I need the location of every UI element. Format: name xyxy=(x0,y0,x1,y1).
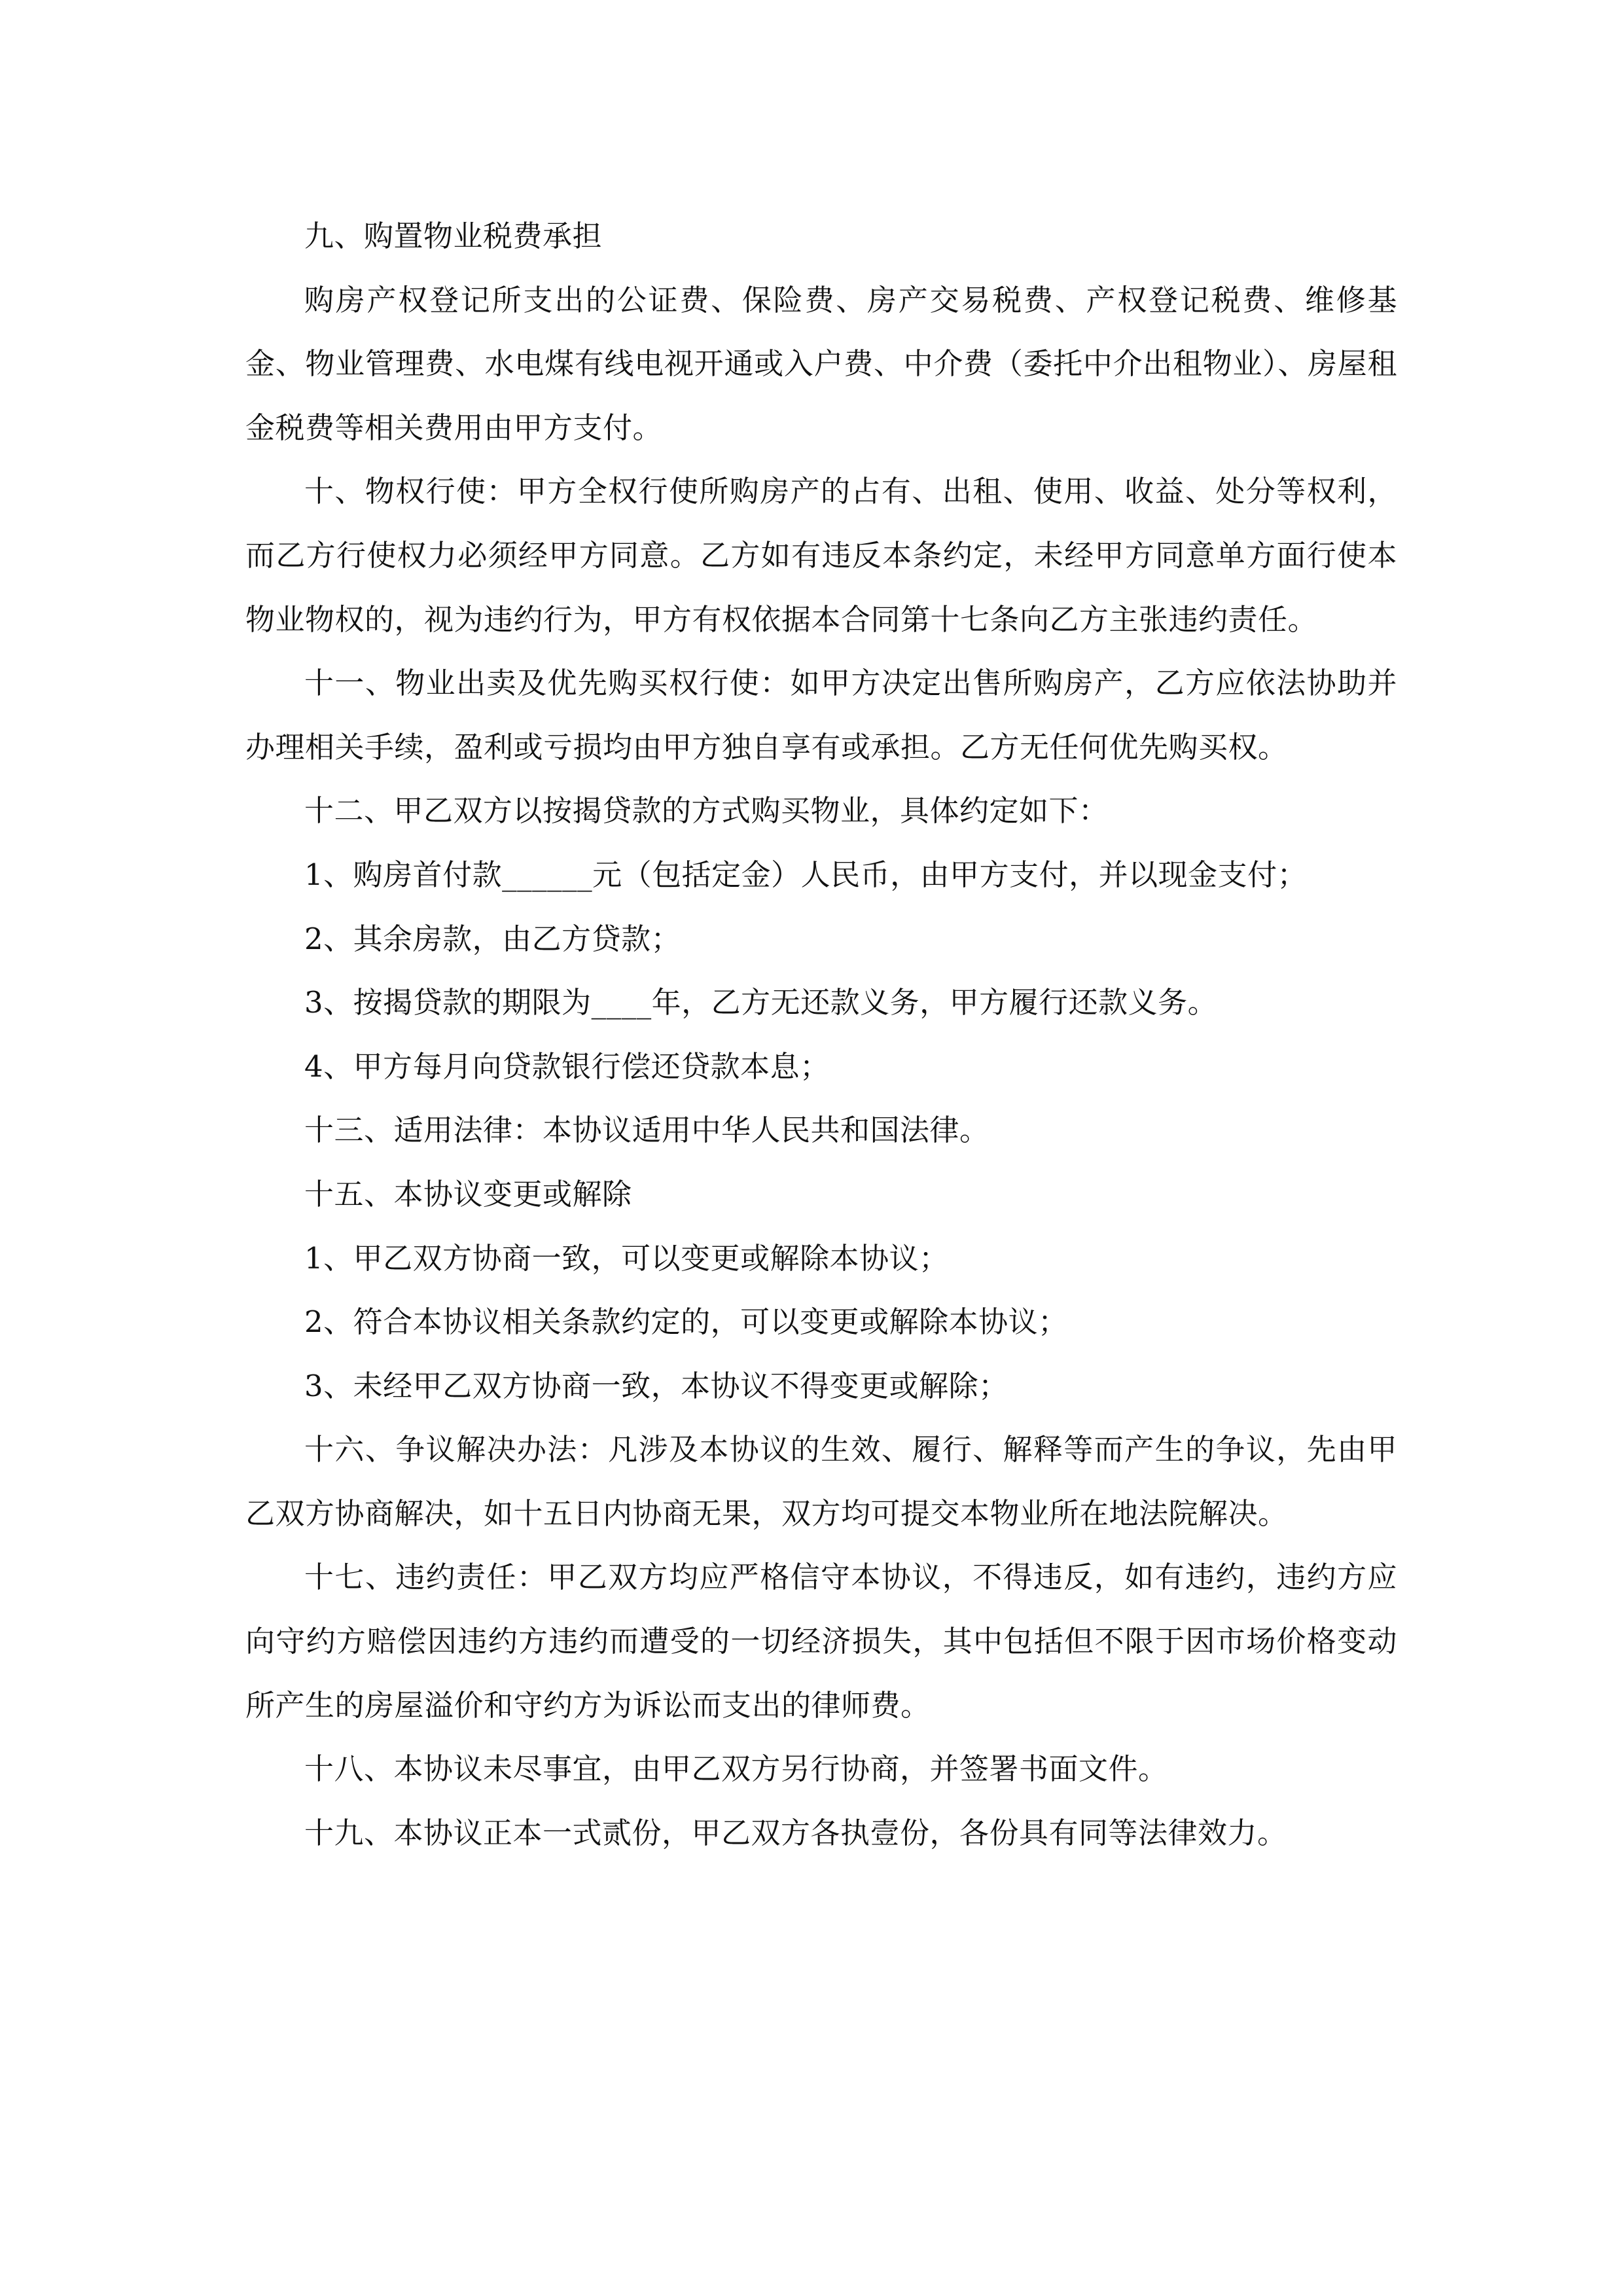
clause-applicable-law: 十三、适用法律：本协议适用中华人民共和国法律。 xyxy=(304,1113,990,1148)
list-item-terms-compliance: 2、符合本协议相关条款约定的，可以变更或解除本协议； xyxy=(304,1304,1068,1340)
list-item-down-payment: 1、购房首付款______元（包括定金）人民币，由甲方支付，并以现金支付； xyxy=(304,857,1308,892)
clause-sale-and-preemption: 十一、物业出卖及优先购买权行使：如甲方决定出售所购房产，乙方应依法协助并办理相关手续，盈利或亏损均由甲方独自享有或承担。乙方无任何优先购买权。 xyxy=(245,666,1397,764)
list-item-monthly-repayment: 4、甲方每月向贷款银行偿还贷款本息； xyxy=(304,1049,830,1084)
paragraph-tax-fees: 购房产权登记所支出的公证费、保险费、房产交易税费、产权登记税费、维修基金、物业管理费、水电煤有线电视开通或入户费、中介费（委托中介出租物业）、房屋租金税费等相关费用由甲方支付。 xyxy=(245,282,1397,445)
list-item-loan-term: 3、按揭贷款的期限为____年，乙方无还款义务，甲方履行还款义务。 xyxy=(304,985,1218,1020)
document-body xyxy=(245,204,1397,1865)
clause-copies: 十九、本协议正本一式贰份，甲乙双方各执壹份，各份具有同等法律效力。 xyxy=(304,1815,1287,1850)
list-item-remaining-payment: 2、其余房款，由乙方贷款； xyxy=(304,921,681,956)
clause-dispute-resolution: 十六、争议解决办法：凡涉及本协议的生效、履行、解释等而产生的争议，先由甲乙双方协商解决，如十五日内协商无果，双方均可提交本物业所在地法院解决。 xyxy=(245,1432,1397,1531)
clause-property-rights: 十、物权行使：甲方全权行使所购房产的占有、出租、使用、收益、处分等权利，而乙方行使权力必须经甲方同意。乙方如有违反本条约定，未经甲方同意单方面行使本物业物权的，视为违约行为，甲方有权依据本合同第十七条向乙方主张违约责任。 xyxy=(245,474,1397,637)
clause-breach-liability: 十七、违约责任：甲乙双方均应严格信守本协议，不得违反，如有违约，违约方应向守约方赔偿因违约方违约而遭受的一切经济损失，其中包括但不限于因市场价格变动所产生的房屋溢价和守约方为诉讼而支出的律师费。 xyxy=(245,1560,1397,1723)
section-heading-tax-burden: 九、购置物业税费承担 xyxy=(304,219,603,253)
section-heading-amendment: 十五、本协议变更或解除 xyxy=(304,1176,632,1211)
list-item-no-unilateral-change: 3、未经甲乙双方协商一致，本协议不得变更或解除； xyxy=(304,1368,1008,1403)
clause-unresolved-matters: 十八、本协议未尽事宜，由甲乙双方另行协商，并签署书面文件。 xyxy=(304,1751,1168,1787)
list-item-mutual-consent: 1、甲乙双方协商一致，可以变更或解除本协议； xyxy=(304,1240,949,1276)
clause-mortgage-purchase: 十二、甲乙双方以按揭贷款的方式购买物业，具体约定如下： xyxy=(304,793,1109,829)
